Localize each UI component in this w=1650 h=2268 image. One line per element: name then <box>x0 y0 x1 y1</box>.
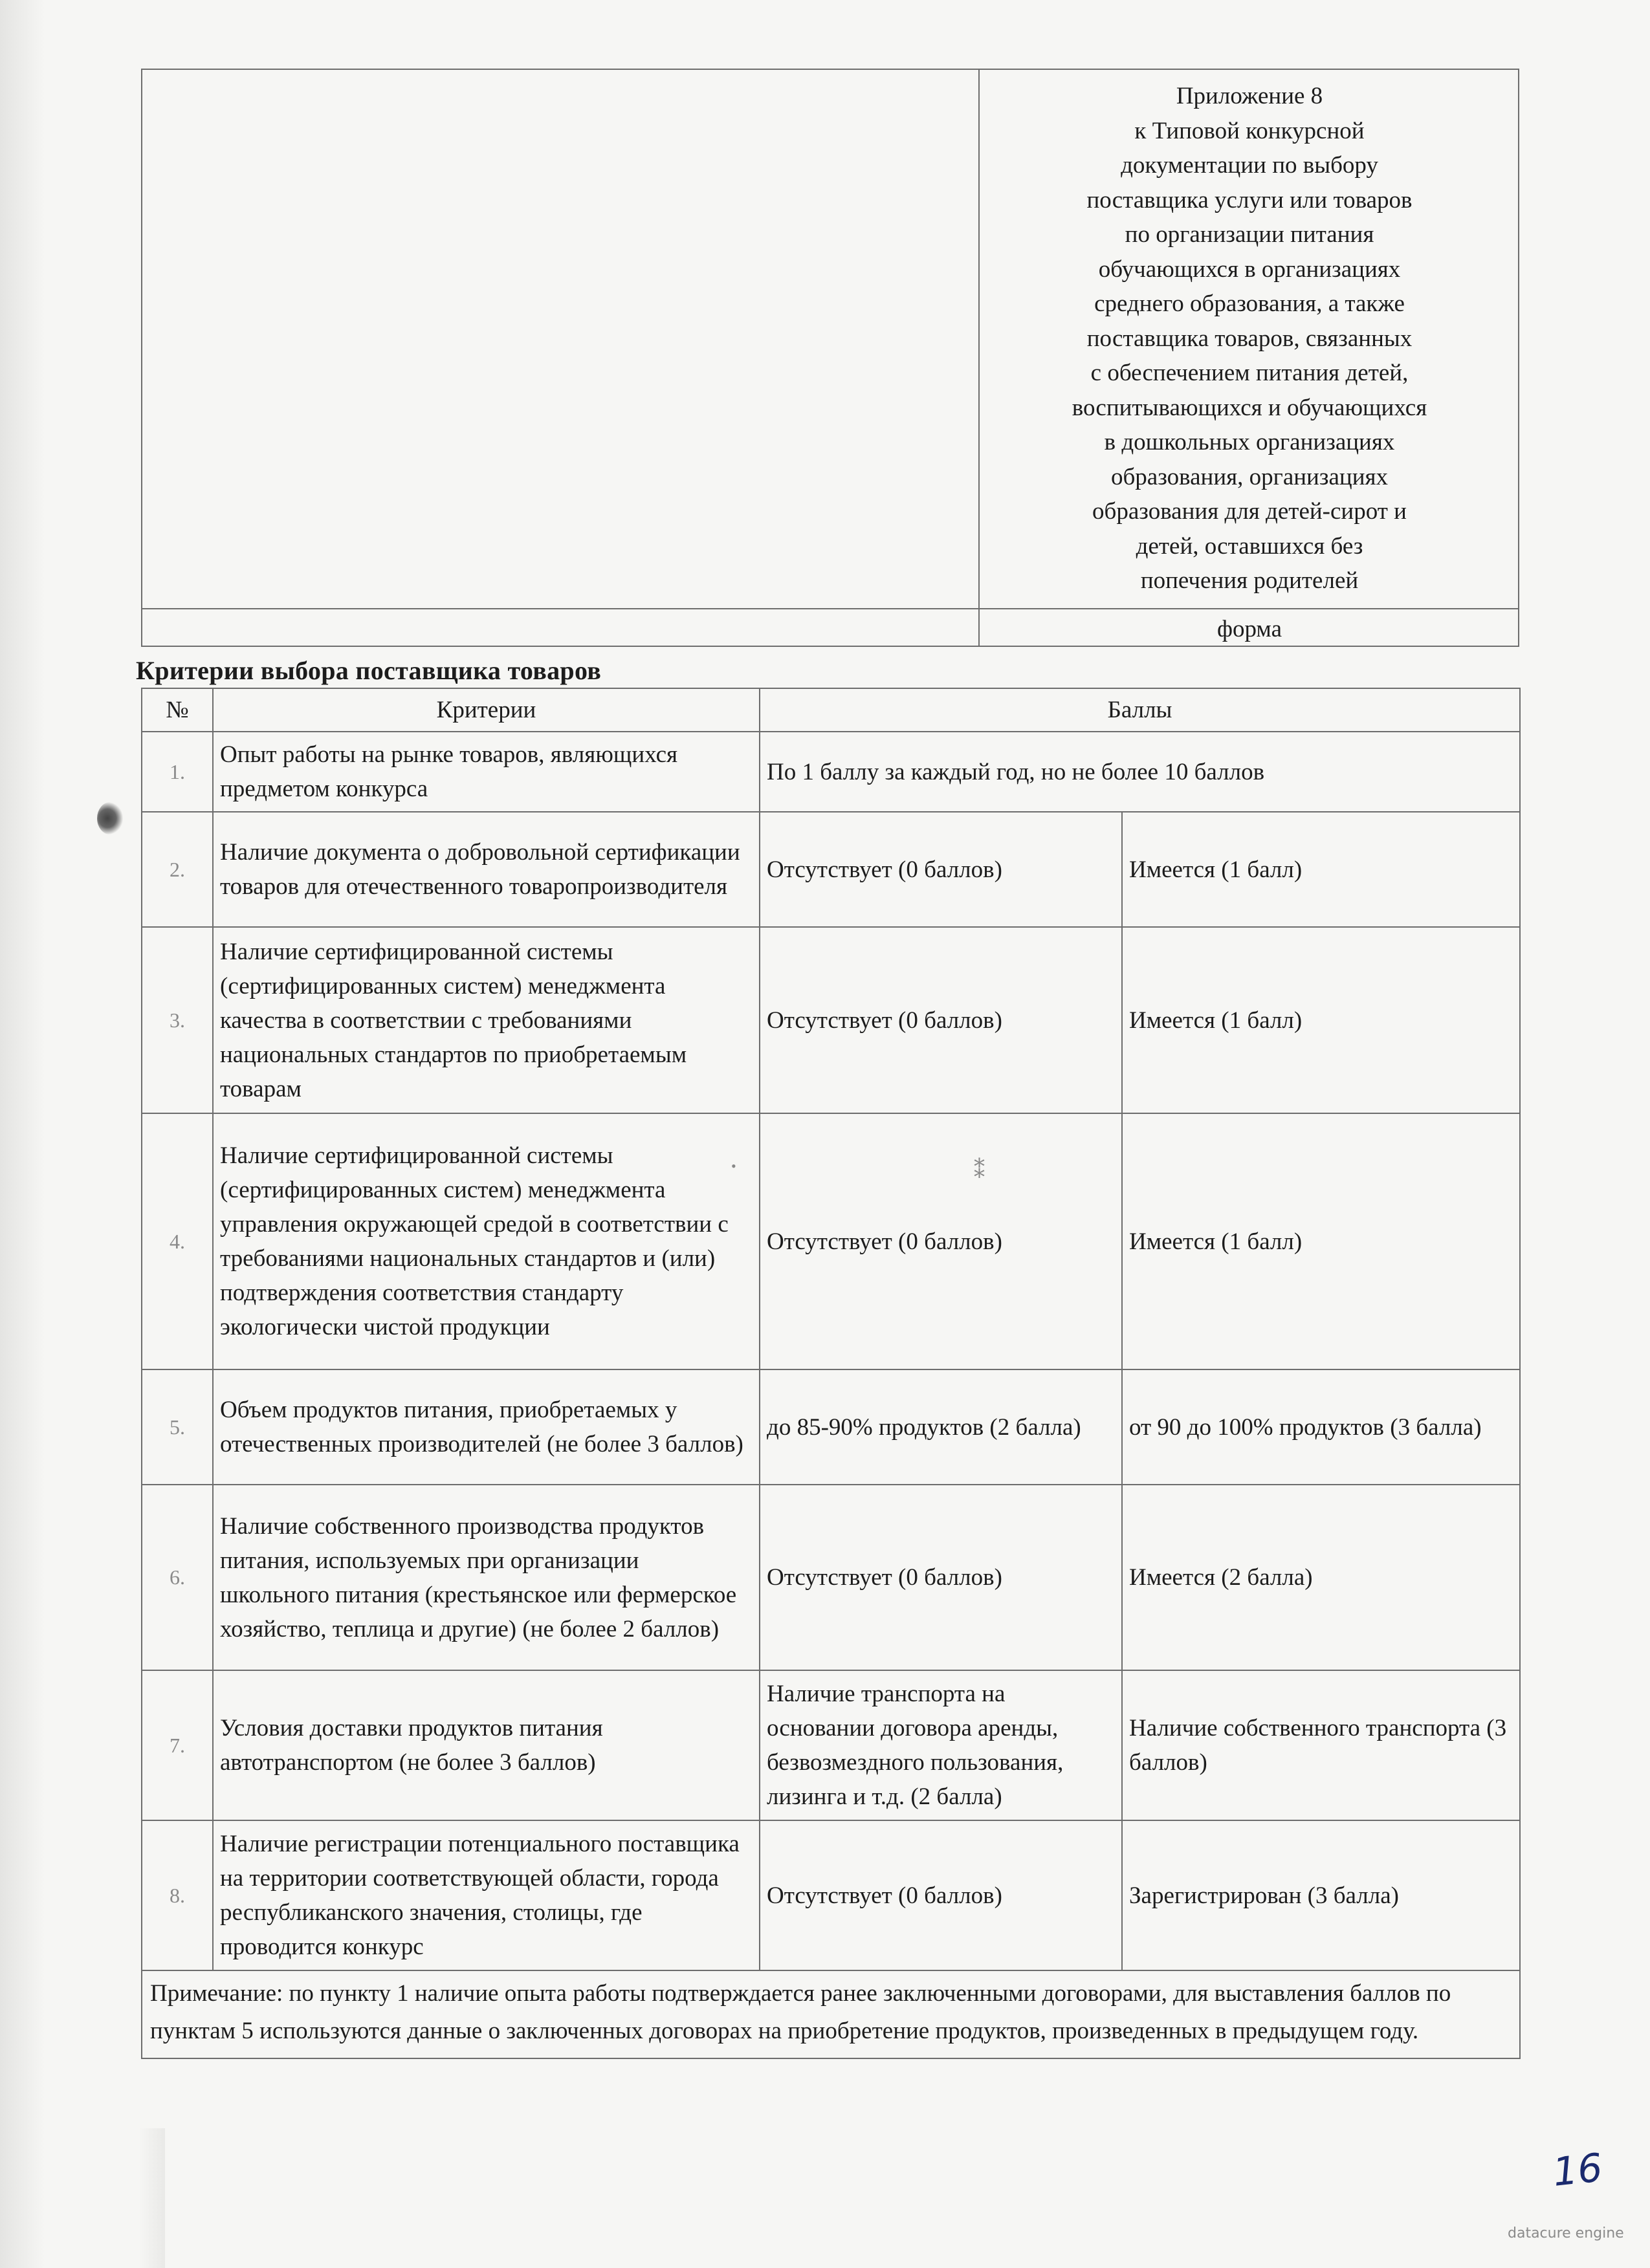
points-present-cell: от 90 до 100% продуктов (3 балла) <box>1122 1369 1520 1485</box>
row-number: 3. <box>142 927 213 1113</box>
row-number: 5. <box>142 1369 213 1485</box>
criteria-table <box>141 688 1521 2059</box>
criterion-cell: Наличие собственного производства продуктов питания, используемых при организации школьного питания (крестьянское или фермерское хозяйство, теплица и другие) (не более 2 баллов) <box>213 1485 760 1670</box>
points-present-cell: Имеется (1 балл) <box>1122 812 1520 927</box>
form-label: форма <box>1217 616 1282 642</box>
header-points: Баллы <box>760 688 1520 732</box>
scan-speck: ⁑ <box>974 1159 985 1183</box>
header-criteria: Критерии <box>213 688 760 732</box>
criterion-cell: Наличие сертифицированной системы (сертифицированных систем) менеджмента качества в соответствии с требованиями национальных стандартов по приобретаемым товарам <box>213 927 760 1113</box>
points-absent-cell: до 85-90% продуктов (2 балла) <box>760 1369 1122 1485</box>
row-number: 2. <box>142 812 213 927</box>
table-row <box>142 1485 1520 1670</box>
header-num: № <box>142 688 213 732</box>
criterion-cell: Условия доставки продуктов питания автотранспортом (не более 3 баллов) <box>213 1670 760 1820</box>
handwritten-page-number: 16 <box>1550 2145 1605 2196</box>
table-row <box>142 732 1520 812</box>
annex-header-grid <box>141 69 1519 647</box>
row-number: 6. <box>142 1485 213 1670</box>
criterion-cell: Опыт работы на рынке товаров, являющихся предметом конкурса <box>213 732 760 812</box>
points-absent-cell: Отсутствует (0 баллов) <box>760 1485 1122 1670</box>
points-absent-cell: Отсутствует (0 баллов) <box>760 1113 1122 1369</box>
row-number: 1. <box>142 732 213 812</box>
page-curl <box>139 2128 165 2268</box>
table-row <box>142 1670 1520 1820</box>
row-number: 8. <box>142 1820 213 1970</box>
points-absent-cell: Наличие транспорта на основании договора аренды, безвозмездного пользования, лизинга и т.д. (2 балла) <box>760 1670 1122 1820</box>
page-title: Критерии выбора поставщика товаров <box>136 656 602 685</box>
table-note: Примечание: по пункту 1 наличие опыта работы подтверждается ранее заключенными договорами, для выставления баллов по пунктам 5 используются данные о заключенных договорах на приобретение продуктов, произведенных в предыдущем году. <box>142 1970 1520 2058</box>
points-cell: По 1 баллу за каждый год, но не более 10 баллов <box>760 732 1520 812</box>
points-present-cell: Имеется (1 балл) <box>1122 1113 1520 1369</box>
punch-hole-mark <box>97 802 123 834</box>
criterion-cell: Наличие сертифицированной системы (сертифицированных систем) менеджмента управления окружающей средой в соответствии с требованиями национальных стандартов и (или) подтверждения соответствия стандарту экологически чистой продукции <box>213 1113 760 1369</box>
scanner-watermark: datacure engine <box>1508 2225 1624 2241</box>
points-present-cell: Зарегистрирован (3 балла) <box>1122 1820 1520 1970</box>
table-row <box>142 1369 1520 1485</box>
criterion-cell: Наличие регистрации потенциального поставщика на территории соответствующей области, города республиканского значения, столицы, где проводится конкурс <box>213 1820 760 1970</box>
points-absent-cell: Отсутствует (0 баллов) <box>760 927 1122 1113</box>
header-divider-horizontal <box>142 608 1518 609</box>
points-present-cell: Имеется (2 балла) <box>1122 1485 1520 1670</box>
points-absent-cell: Отсутствует (0 баллов) <box>760 1820 1122 1970</box>
row-number: 4. <box>142 1113 213 1369</box>
criterion-cell: Объем продуктов питания, приобретаемых у отечественных производителей (не более 3 баллов) <box>213 1369 760 1485</box>
points-present-cell: Имеется (1 балл) <box>1122 927 1520 1113</box>
row-number: 7. <box>142 1670 213 1820</box>
annex-reference-text: Приложение 8 к Типовой конкурсной документации по выбору поставщика услуги или товаров по организации питания обучающихся в организациях среднего образования, а также поставщика товаров, связанных с обеспечением питания детей, воспитывающихся и обучающихся в дошкольных организациях образования, организациях образования для детей-сирот и детей, оставшихся без попечения родителей <box>1072 83 1427 594</box>
table-row <box>142 927 1520 1113</box>
scan-shadow <box>0 0 45 2268</box>
table-row <box>142 1820 1520 1970</box>
scan-speck: • <box>731 1158 736 1174</box>
table-header-row <box>142 688 1520 732</box>
points-present-cell: Наличие собственного транспорта (3 баллов) <box>1122 1670 1520 1820</box>
points-absent-cell: Отсутствует (0 баллов) <box>760 812 1122 927</box>
criterion-cell: Наличие документа о добровольной сертификации товаров для отечественного товаропроизводителя <box>213 812 760 927</box>
table-row <box>142 1113 1520 1369</box>
table-row <box>142 812 1520 927</box>
table-note-row <box>142 1970 1520 2058</box>
